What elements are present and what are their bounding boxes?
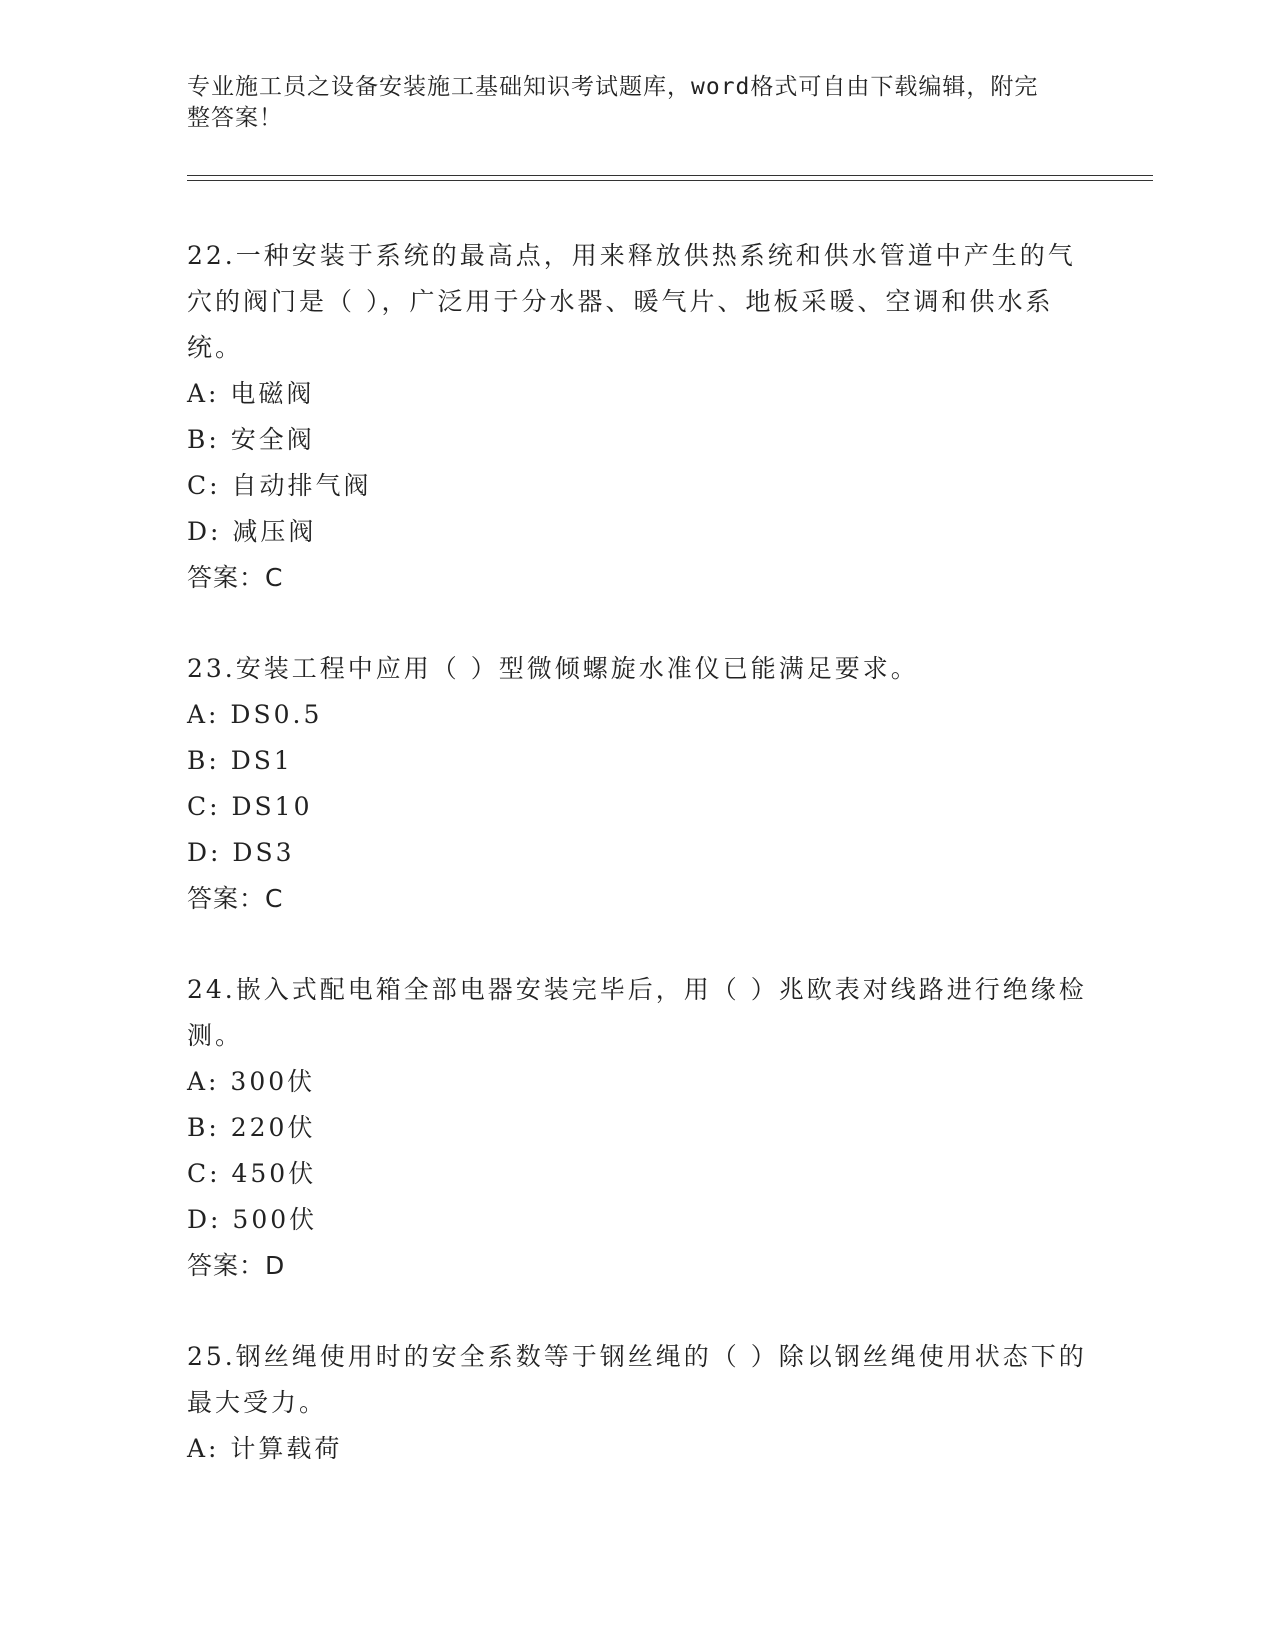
answer-line: 答案：D	[187, 1251, 286, 1280]
header-line-1: 专业施工员之设备安装施工基础知识考试题库，word格式可自由下载编辑，附完	[187, 74, 1039, 100]
question-23	[187, 646, 1087, 922]
option-a: A: 300伏	[187, 1067, 316, 1096]
option-b: B: 安全阀	[187, 425, 315, 454]
option-b: B: DS1	[187, 746, 293, 775]
option-d: D: 500伏	[187, 1205, 318, 1234]
header-divider-bottom	[187, 180, 1153, 181]
question-text: 24.嵌入式配电箱全部电器安装完毕后，用（ ）兆欧表对线路进行绝缘检测。	[187, 975, 1087, 1050]
question-text: 23.安装工程中应用（ ）型微倾螺旋水准仪已能满足要求。	[187, 654, 919, 683]
header-line-2: 整答案！	[187, 105, 283, 131]
option-a: A: 计算载荷	[187, 1434, 343, 1463]
option-c: C: 自动排气阀	[187, 471, 372, 500]
option-c: C: DS10	[187, 792, 313, 821]
document-header	[187, 72, 1067, 134]
option-d: D: 减压阀	[187, 517, 317, 546]
option-d: D: DS3	[187, 838, 295, 867]
option-a: A: DS0.5	[187, 700, 323, 729]
question-text: 22.一种安装于系统的最高点，用来释放供热系统和供水管道中产生的气穴的阀门是（ ），广泛用于分水器、暖气片、地板采暖、空调和供水系统。	[187, 241, 1076, 362]
question-list	[187, 233, 1087, 1517]
option-b: B: 220伏	[187, 1113, 316, 1142]
header-divider-top	[187, 175, 1153, 176]
question-24	[187, 967, 1087, 1289]
question-22	[187, 233, 1087, 601]
answer-line: 答案：C	[187, 563, 284, 592]
question-25	[187, 1334, 1087, 1472]
question-text: 25.钢丝绳使用时的安全系数等于钢丝绳的（ ）除以钢丝绳使用状态下的最大受力。	[187, 1342, 1087, 1417]
option-a: A: 电磁阀	[187, 379, 315, 408]
option-c: C: 450伏	[187, 1159, 317, 1188]
answer-line: 答案：C	[187, 884, 284, 913]
